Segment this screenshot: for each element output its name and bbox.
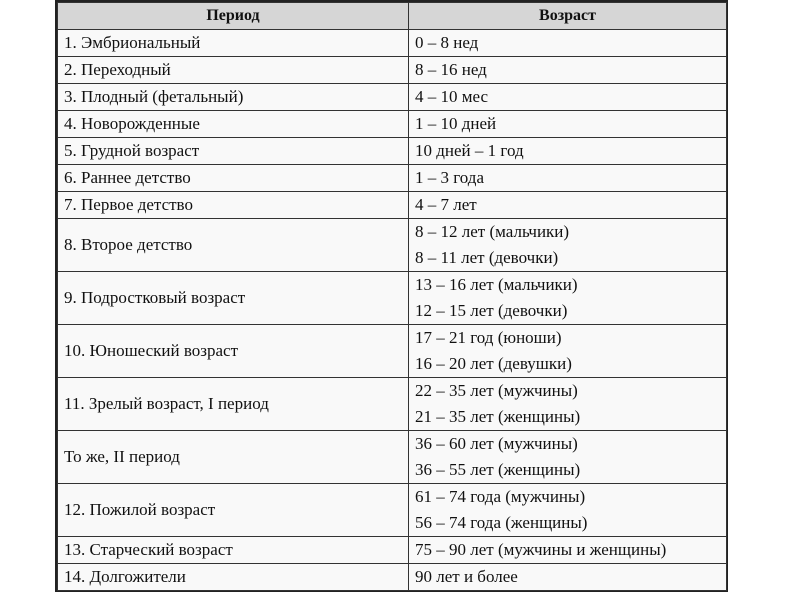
- age-cell: [409, 484, 727, 537]
- table-row: [58, 484, 727, 537]
- table-row: [58, 564, 727, 591]
- age-cell: [409, 165, 727, 192]
- age-line: 22 – 35 лет (мужчины): [415, 381, 578, 400]
- age-line: 17 – 21 год (юноши): [415, 328, 562, 347]
- age-line: 36 – 60 лет (мужчины): [415, 434, 578, 453]
- age-cell: [409, 192, 727, 219]
- table-row: [58, 57, 727, 84]
- table-row: [58, 165, 727, 192]
- age-cell: [409, 325, 727, 378]
- age-cell: [409, 272, 727, 325]
- period-cell: 1. Эмбриональный: [58, 30, 409, 57]
- age-cell: [409, 431, 727, 484]
- age-cell: [409, 219, 727, 272]
- age-line: 90 лет и более: [415, 567, 518, 586]
- age-line: 8 – 12 лет (мальчики): [415, 222, 570, 241]
- period-cell: 6. Раннее детство: [58, 165, 409, 192]
- header-age: Возраст: [409, 3, 727, 30]
- period-cell: 3. Плодный (фетальный): [58, 84, 409, 111]
- table-body: [58, 30, 727, 591]
- age-line: 61 – 74 года (мужчины): [415, 487, 586, 506]
- table-row: [58, 30, 727, 57]
- age-line: 10 дней – 1 год: [415, 141, 524, 160]
- period-cell: 13. Старческий возраст: [58, 537, 409, 564]
- age-cell: [409, 111, 727, 138]
- table-row: [58, 192, 727, 219]
- table-header-row: [58, 3, 727, 30]
- table-row: [58, 537, 727, 564]
- period-cell: То же, II период: [58, 431, 409, 484]
- table-row: [58, 138, 727, 165]
- age-line: 56 – 74 года (женщины): [415, 513, 588, 532]
- age-line: 21 – 35 лет (женщины): [415, 407, 581, 426]
- age-cell: [409, 138, 727, 165]
- period-cell: 14. Долгожители: [58, 564, 409, 591]
- period-cell: 9. Подростковый возраст: [58, 272, 409, 325]
- period-cell: 5. Грудной возраст: [58, 138, 409, 165]
- age-line: 4 – 7 лет: [415, 195, 477, 214]
- table-row: [58, 111, 727, 138]
- table-row: [58, 431, 727, 484]
- period-cell: 4. Новорожденные: [58, 111, 409, 138]
- age-cell: [409, 84, 727, 111]
- age-line: 8 – 11 лет (девочки): [415, 248, 559, 267]
- age-line: 4 – 10 мес: [415, 87, 489, 106]
- age-line: 36 – 55 лет (женщины): [415, 460, 581, 479]
- age-line: 12 – 15 лет (девочки): [415, 301, 568, 320]
- age-line: 75 – 90 лет (мужчины и женщины): [415, 540, 667, 559]
- age-cell: [409, 30, 727, 57]
- period-cell: 11. Зрелый возраст, I период: [58, 378, 409, 431]
- table-row: [58, 325, 727, 378]
- age-line: 1 – 3 года: [415, 168, 485, 187]
- age-line: 0 – 8 нед: [415, 33, 479, 52]
- period-cell: 7. Первое детство: [58, 192, 409, 219]
- age-cell: [409, 537, 727, 564]
- table-row: [58, 272, 727, 325]
- age-line: 13 – 16 лет (мальчики): [415, 275, 578, 294]
- table-row: [58, 219, 727, 272]
- period-cell: 12. Пожилой возраст: [58, 484, 409, 537]
- age-cell: [409, 378, 727, 431]
- period-cell: 8. Второе детство: [58, 219, 409, 272]
- age-line: 1 – 10 дней: [415, 114, 497, 133]
- table-row: [58, 84, 727, 111]
- header-period: Период: [58, 3, 409, 30]
- table-row: [58, 378, 727, 431]
- age-cell: [409, 564, 727, 591]
- age-line: 8 – 16 нед: [415, 60, 487, 79]
- age-cell: [409, 57, 727, 84]
- age-line: 16 – 20 лет (девушки): [415, 354, 572, 373]
- age-periods-table: [57, 2, 727, 591]
- period-cell: 10. Юношеский возраст: [58, 325, 409, 378]
- period-cell: 2. Переходный: [58, 57, 409, 84]
